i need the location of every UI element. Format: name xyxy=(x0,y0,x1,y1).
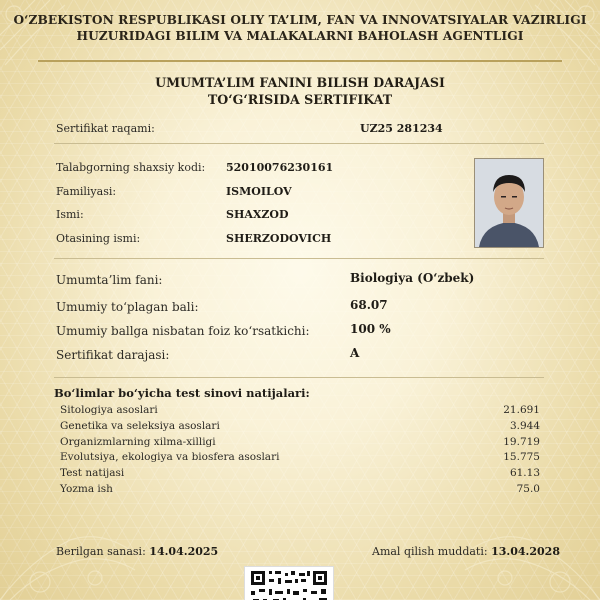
divider-1 xyxy=(54,143,544,144)
name-label: Ismi: xyxy=(56,208,84,221)
results-row-name: Genetika va seleksiya asoslari xyxy=(60,419,220,432)
divider-2 xyxy=(54,258,544,259)
person-photo-icon xyxy=(475,159,543,247)
valid-until xyxy=(372,545,560,558)
percent-label: Umumiy ballga nisbatan foiz ko‘rsatkichi: xyxy=(56,324,310,338)
results-row-name: Evolutsiya, ekologiya va biosfera asoslari xyxy=(60,451,280,464)
certificate-number-label: Sertifikat raqami: xyxy=(56,122,155,135)
header-divider xyxy=(38,60,562,62)
pin-label: Talabgorning shaxsiy kodi: xyxy=(56,161,206,174)
results-row xyxy=(54,436,544,451)
issuer-line-1: O‘ZBEKISTON RESPUBLIKASI OLIY TA’LIM, FAN VA INNOVATSIYALAR VAZIRLIGI xyxy=(13,13,587,27)
valid-until-value: 13.04.2028 xyxy=(491,545,560,558)
surname-value: ISMOILOV xyxy=(226,185,292,198)
divider-3 xyxy=(54,377,544,378)
results-row-value: 61.13 xyxy=(509,467,540,480)
name-value: SHAXZOD xyxy=(226,208,289,221)
results-row xyxy=(54,467,544,482)
subject-value: Biologiya (O‘zbek) xyxy=(350,271,475,285)
results-row-value: 21.691 xyxy=(503,404,540,416)
results-row xyxy=(54,420,544,435)
title-line-2: TO‘G‘RISIDA SERTIFIKAT xyxy=(207,92,393,107)
certificate-number-value: UZ25 281234 xyxy=(360,122,443,135)
issuer-header xyxy=(0,0,600,60)
title-line-1: UMUMTA’LIM FANINI BILISH DARAJASI xyxy=(155,75,445,90)
results-row xyxy=(54,451,544,466)
patronymic-label: Otasining ismi: xyxy=(56,232,141,245)
patronymic-value: SHERZODOVICH xyxy=(226,232,332,245)
issued-date-value: 14.04.2025 xyxy=(149,545,219,558)
qr-code-icon xyxy=(245,567,333,600)
level-label: Sertifikat darajasi: xyxy=(56,348,170,362)
results-row-name: Sitologiya asoslari xyxy=(60,404,158,416)
results-row-name: Yozma ish xyxy=(60,483,113,495)
results-row xyxy=(54,404,544,419)
level-value: A xyxy=(350,346,360,360)
results-row-value: 3.944 xyxy=(509,419,540,432)
results-row-value: 19.719 xyxy=(503,435,540,448)
corner-ornament-bottom-right xyxy=(460,530,600,600)
score-value: 68.07 xyxy=(350,298,388,312)
issued-date xyxy=(56,545,218,558)
holder-photo xyxy=(474,158,544,248)
results-title: Bo‘limlar bo‘yicha test sinovi natijalari: xyxy=(54,386,310,400)
issued-date-label: Berilgan sanasi: xyxy=(56,545,146,558)
qr-code[interactable] xyxy=(244,566,334,600)
valid-until-label: Amal qilish muddati: xyxy=(372,545,488,558)
results-row-value: 75.0 xyxy=(516,483,540,495)
certificate-title xyxy=(0,74,600,108)
score-label: Umumiy to‘plagan bali: xyxy=(56,300,199,314)
percent-value: 100 % xyxy=(350,322,391,336)
surname-label: Familiyasi: xyxy=(56,185,117,198)
issuer-line-2: HUZURIDAGI BILIM VA MALAKALARNI BAHOLASH AGENTLIGI xyxy=(76,29,524,43)
results-row-name: Organizmlarning xilma-xilligi xyxy=(60,435,216,448)
results-row-value: 15.775 xyxy=(503,451,540,464)
results-row-name: Test natijasi xyxy=(60,467,125,480)
subject-label: Umumta’lim fani: xyxy=(56,273,163,287)
pin-value: 52010076230161 xyxy=(226,161,334,174)
results-row xyxy=(54,483,544,498)
corner-ornament-bottom-left xyxy=(0,530,140,600)
